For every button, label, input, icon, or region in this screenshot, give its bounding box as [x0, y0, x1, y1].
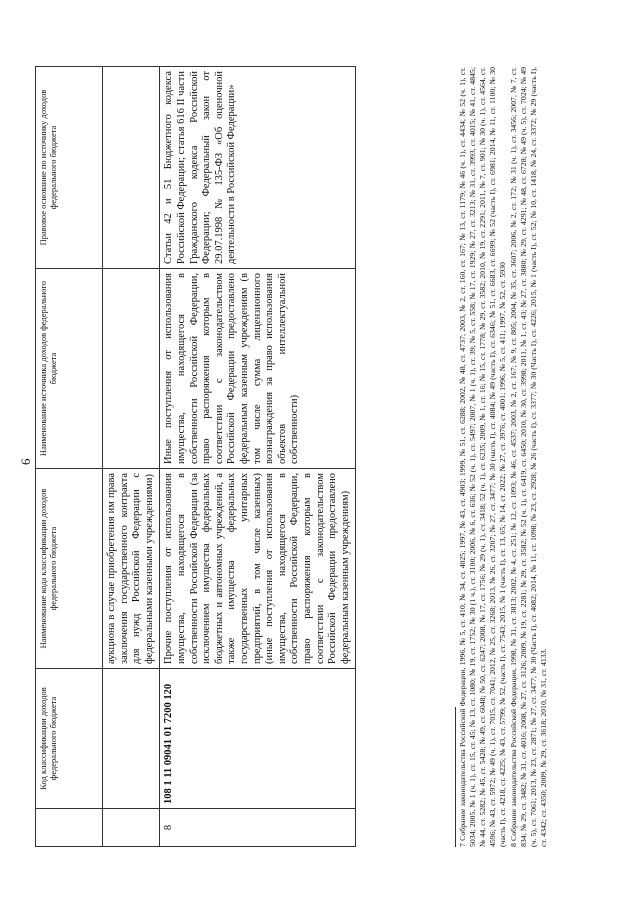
table-header-row [36, 67, 103, 847]
revenue-sources-table [35, 66, 356, 847]
footnote-8: 8 Собрание законодательства Российской Федерации, 1998, № 31, ст. 3813; 2002, № 4, ст. 251; № 12, ст. 1093; № 46, ст. 4537; 2003, № 2, ст. 167; № 9, ст. 805; 2004, № 35, ст. 3607; 2006, № 2, ст. 172; № 31 (ч. 1), ст. 3456; 2007, № 7, ст. 834; № 29, ст. 3482; № 31, ст. 4016; 2008, № 27, ст. 3126; 2009, № 19, ст. 2281; № 29, ст. 3582; № 52 (ч. 1), ст. 6419, ст. 6450; 2010, № 30, ст. 3998; 2011, № 1, ст. 43; № 27, ст. 3880; № 29, ст. 4291; № 48, ст. 6728; № 49 (ч. 5), ст. 7024; № 49 (ч. 5), ст. 7061; 2013, № 23, ст. 2871; № 27, ст. 3477; № 30 (Часть I), ст. 4082; 2014, № 11, ст. 1098; № 23, ст. 2928; № 26 (часть I), ст. 3377; № 30 (Часть I), ст. 4226; 2015, № 1 (часть I), ст. 52; № 10, ст. 1418, № 24, ст. 3372; № 29 (часть I), ст. 4342; ст. 4350; 2009, № 29, ст. 3618; 2010, № 31, ст. 4133. [508, 67, 548, 847]
cell-name-code: Прочие поступления от использования имущества, находящегося в собственности Российской Федерации (за исключением имущества федеральных бюджетных и автономных учреждений, а также имущества федеральных государственных унитарных предприятий, в том числе казенных) (иные поступления от использования имущества, находящегося в собственности Российской Федерации, право распоряжения которым в соответствии с законодательством Российской Федерации предоставлено федеральным казенным учреждениям) [160, 469, 356, 669]
footnote-divider [455, 707, 456, 847]
cell-code: 108 1 11 09041 01 7200 120 [160, 669, 356, 809]
table-row-continuation [103, 67, 160, 847]
header-code: Код классификации доходов федерального бюджета [36, 669, 103, 809]
table-row-8 [160, 67, 356, 847]
cell-legal-basis: Статьи 42 и 51 Бюджетного кодекса Российской Федерации; статья 616 II части Гражданского кодекса Российской Федерации; Федеральный закон от 29.07.1998 № 135-ФЗ «Об оценочной деятельности в Российской Федерации» [160, 67, 356, 269]
footnotes [455, 67, 550, 847]
cell-name-source [103, 269, 160, 469]
header-name-code: Наименование кода классификации доходов федерального бюджета [36, 469, 103, 669]
cell-name-code: аукциона в случае приобретения им права заключения государственного контракта для нужд Российской Федерации с федеральными казенными учреждениями) [103, 469, 160, 669]
cell-legal-basis [103, 67, 160, 269]
cell-number [103, 809, 160, 847]
footnote-7: 7 Собрание законодательства Российской Федерации, 1996, № 5, ст. 410; № 34, ст. 4025; 1997, № 43, ст. 4903; 1999, № 51, ст. 6288; 2002, № 48, ст. 4737; 2003, № 2, ст. 160, ст. 167; № 13, ст. 1179; № 46 (ч. 1), ст. 4434; № 52 (ч. 1), ст. 5034; 2005, № 1 (ч. 1), ст. 15, ст. 45; № 13, ст. 1080; № 19, ст. 1752; № 30 (1 ч.), ст. 3100; 2006, № 6, ст. 636; № 52 (ч. 1), ст. 5497; 2007, № 1 (ч. 1), ст. 39; № 5, ст. 558; № 17, ст. 1929; № 27, ст. 3213; № 31, ст. 3993, ст. 4015; № 41, ст. 4845; № 44, ст. 5282; № 45, ст. 5428; № 49, ст. 6048; № 50, ст. 6247; 2008, № 17, ст. 1756; № 29 (ч. 1), ст. 3418; 52 (ч. 1), ст. 6235; 2009, № 1, ст. 16; № 15, ст. 1778; № 29, ст. 3582; 2010, № 19, ст. 2291; 2011, № 7, ст. 901; № 30 (ч. 1), ст. 4564, ст. 4596; № 43, ст. 5972; № 49 (ч. 1), ст. 7015, ст. 7041; 2012, № 25, ст. 3268; 2013, № 26, ст. 3207; № 27, ст. 3477; № 30 (часть I), ст. 4084; № 49 (часть I), ст. 6346; № 51, ст. 6683, ст. 6699; № 52 (часть I), ст. 6981; 2014, № 11, ст. 1100; № 30 (часть I), ст. 4218, ст. 4225; № 43, ст. 5799; № 52, (часть I), ст. 7543; 2015, № 1 (часть I), ст. 13, 65; № 14, ст. 2022; № 27, ст. 3976; ст. 4001; 1996, № 5, ст. 411; 1997, № 52, ст. 5930 [458, 67, 507, 847]
cell-number: 8 [160, 809, 356, 847]
header-name-source: Наименование источника доходов федерального бюджета [36, 269, 103, 469]
header-number [36, 809, 103, 847]
header-legal-basis: Правовое основание по источнику доходов федерального бюджета [36, 67, 103, 269]
cell-code [103, 669, 160, 809]
cell-name-source: Иные поступления от использования имущества, находящегося в собственности Российской Федерации, право распоряжения которым в соответствии с законодательством Российской Федерации предоставлено федеральным казенным учреждениям (в том числе сумма лицензионного вознаграждения за право использования объектов интеллектуальной собственности) [160, 269, 356, 469]
page-number: 6 [18, 458, 33, 465]
